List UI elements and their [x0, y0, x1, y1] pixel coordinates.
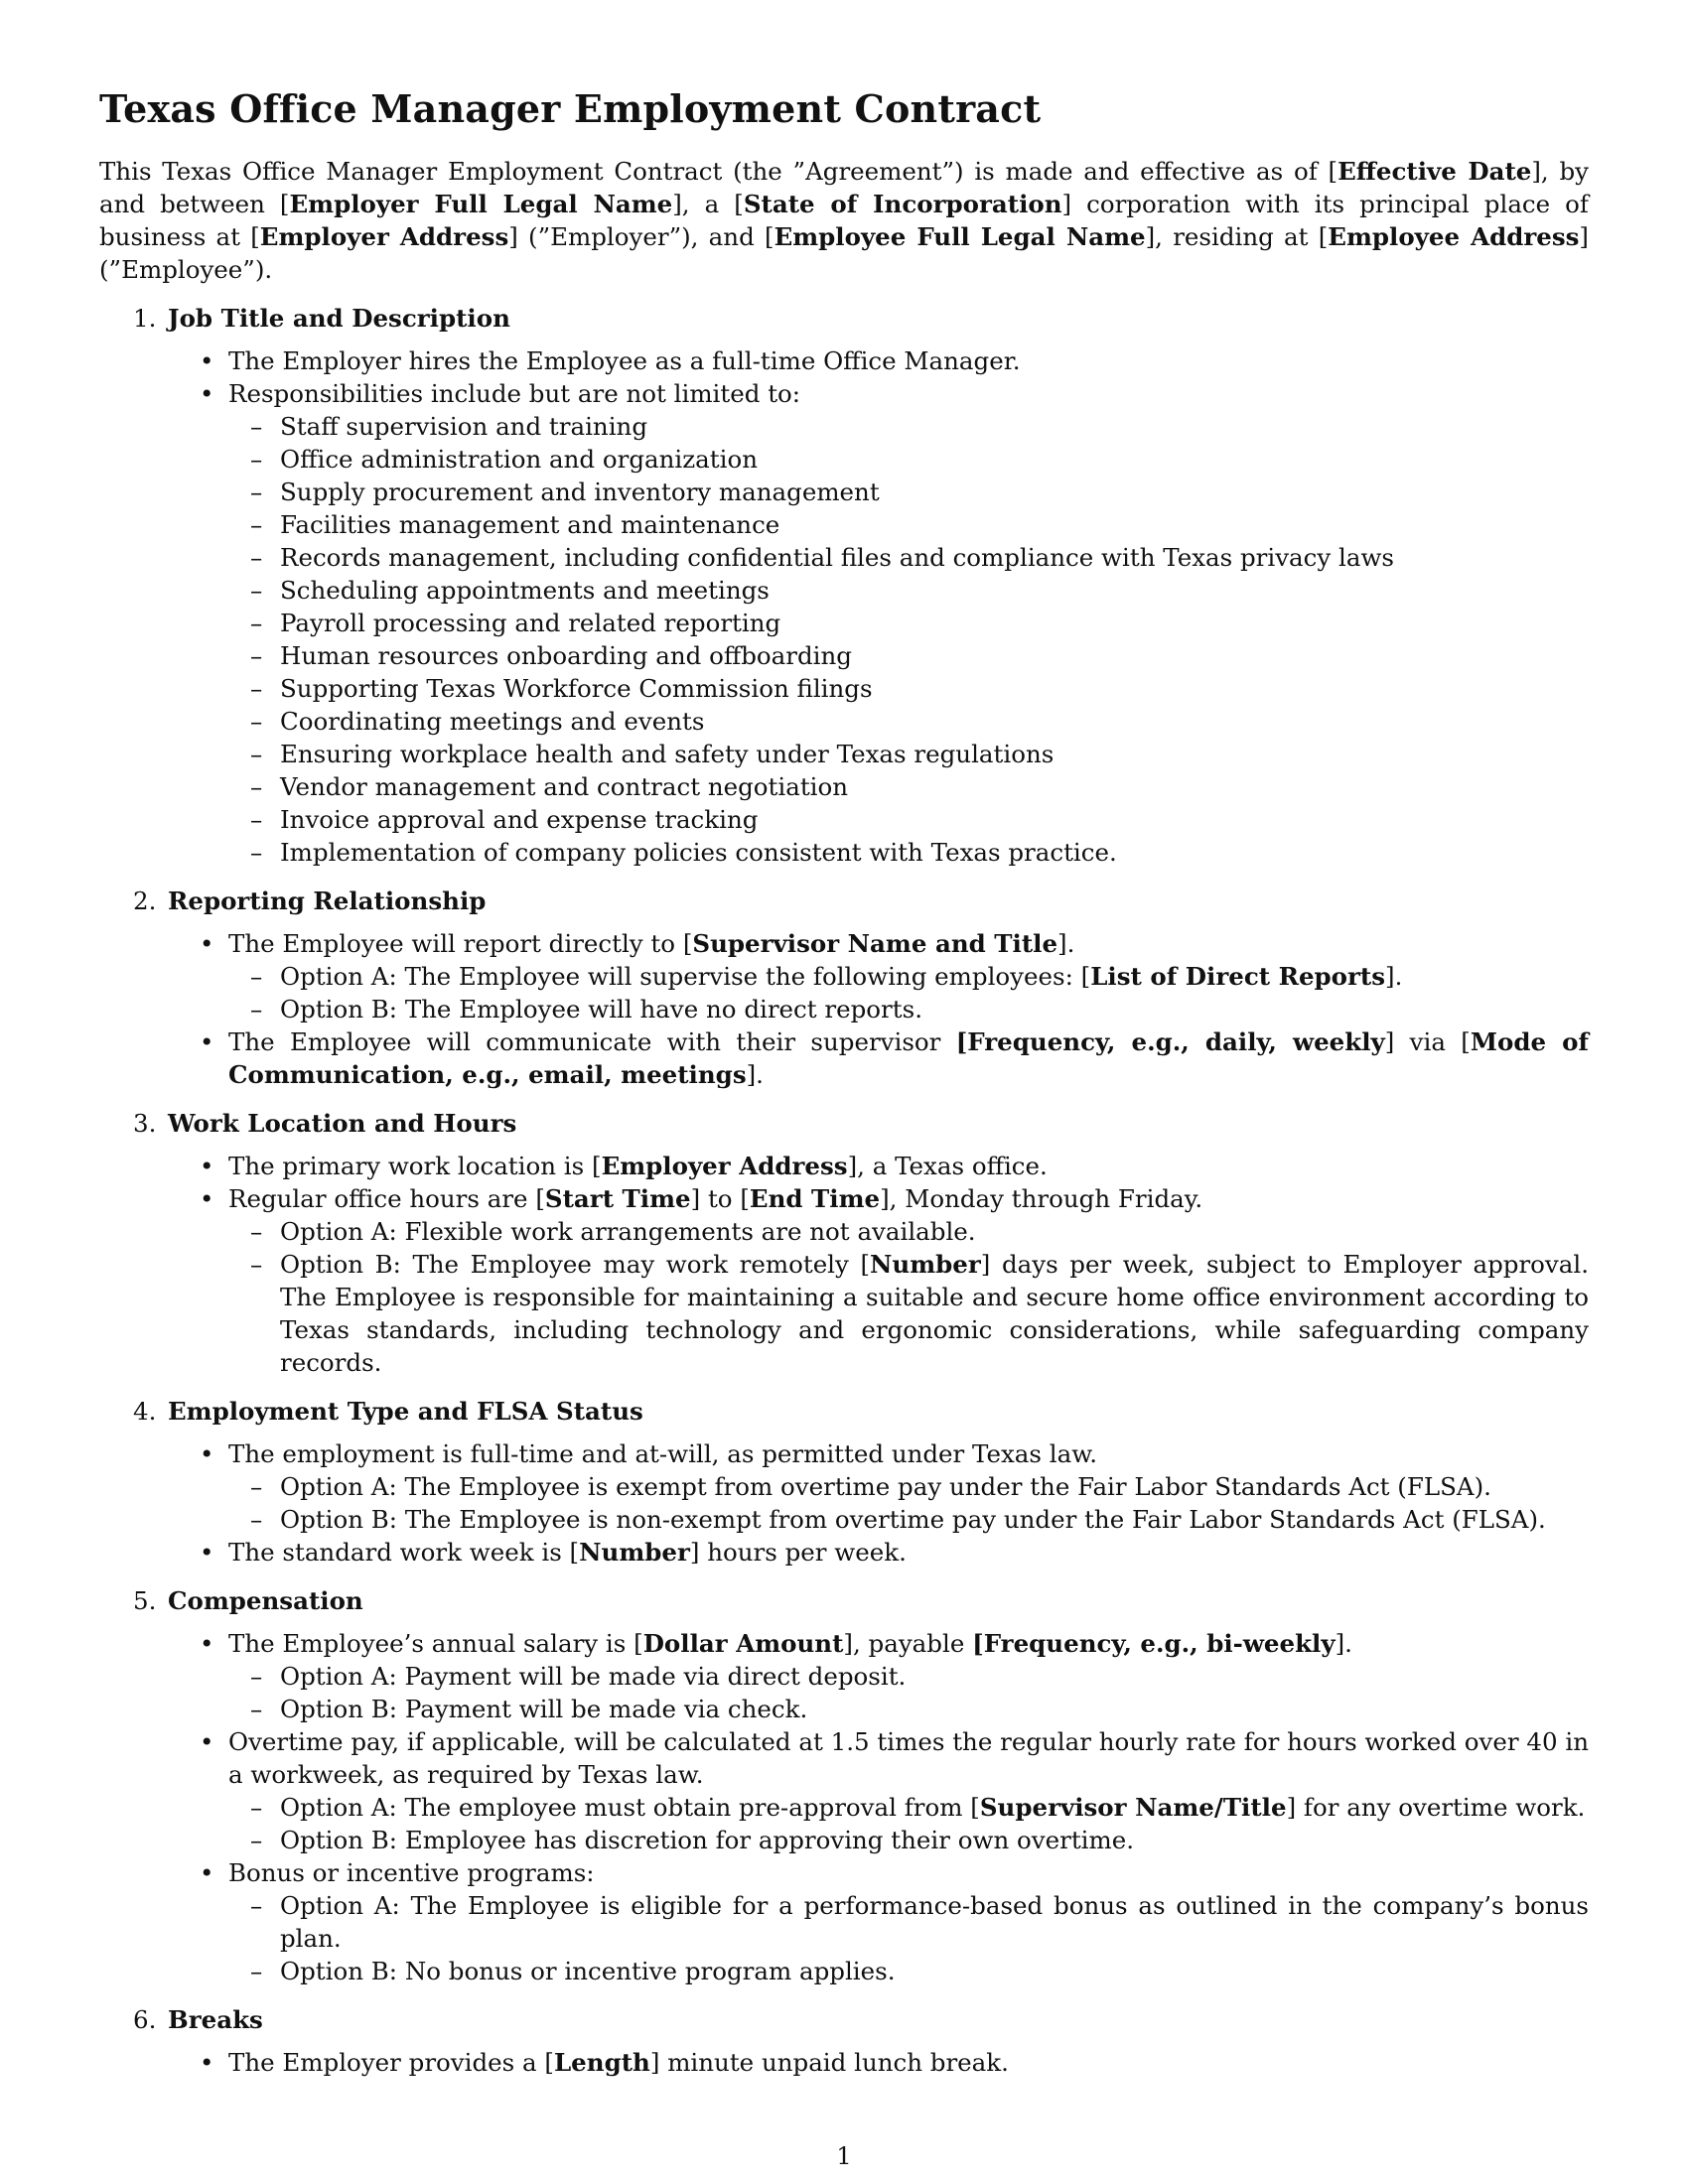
placeholder-employer-name: Employer Full Legal Name [289, 190, 673, 218]
bullet-item [99, 927, 1589, 1025]
page-number: 1 [836, 2142, 852, 2170]
option-text: Option B: The Employee may work remotely [ [280, 1250, 871, 1279]
option-list [228, 1889, 1589, 1987]
placeholder-frequency: [Frequency, e.g., daily, weekly [955, 1027, 1385, 1056]
responsibility-text: Invoice approval and expense tracking [280, 805, 759, 834]
bullet-item [99, 1182, 1589, 1379]
section-employment-type [99, 1395, 1589, 1569]
responsibility-item [99, 508, 1589, 541]
placeholder-employer-address: Employer Address [259, 222, 509, 251]
section-title: Reporting Relationship [168, 887, 487, 915]
option-text: Option A: Flexible work arrangements are not available. [280, 1217, 976, 1246]
section-heading [99, 1584, 1589, 1617]
option-text: ]. [1385, 962, 1403, 991]
option-item [99, 1889, 1589, 1955]
option-text: Option B: No bonus or incentive program applies. [280, 1957, 896, 1985]
bullet-glyph: • [200, 1439, 214, 1468]
responsibility-list [228, 410, 1589, 869]
bullet-glyph: • [200, 1152, 214, 1180]
section-reporting [99, 885, 1589, 1091]
option-item [99, 1470, 1589, 1503]
placeholder-start-time: Start Time [544, 1184, 691, 1213]
option-text: Option A: The Employee is exempt from overtime pay under the Fair Labor Standards Act (FLSA). [280, 1472, 1491, 1501]
document-title: Texas Office Manager Employment Contract [99, 86, 1042, 131]
responsibility-text: Coordinating meetings and events [280, 707, 705, 736]
section-title: Job Title and Description [168, 304, 510, 333]
responsibility-text: Staff supervision and training [280, 412, 648, 441]
section-number: 5. [133, 1586, 157, 1615]
responsibility-text: Office administration and organization [280, 445, 758, 474]
responsibility-item [99, 738, 1589, 770]
section-compensation [99, 1584, 1589, 1987]
bullet-text: ]. [1057, 929, 1075, 958]
dash-glyph: – [250, 1662, 263, 1691]
responsibility-text: Payroll processing and related reporting [280, 609, 781, 637]
responsibility-item [99, 705, 1589, 738]
dash-glyph: – [250, 740, 263, 768]
option-list [228, 960, 1589, 1025]
option-item [99, 1693, 1589, 1725]
responsibility-text: Supply procurement and inventory management [280, 478, 880, 506]
bullet-text: ], a Texas office. [847, 1152, 1048, 1180]
bullet-list [99, 1437, 1589, 1569]
option-item [99, 1791, 1589, 1824]
responsibility-item [99, 410, 1589, 443]
bullet-glyph: • [200, 379, 214, 408]
responsibility-text: Vendor management and contract negotiation [280, 772, 849, 801]
dash-glyph: – [250, 576, 263, 605]
responsibility-item [99, 803, 1589, 836]
option-text: Option B: Employee has discretion for approving their own overtime. [280, 1826, 1135, 1854]
responsibility-text: Human resources onboarding and offboarding [280, 641, 852, 670]
dash-glyph: – [250, 445, 263, 474]
bullet-text: The Employee will communicate with their supervisor [228, 1027, 956, 1056]
responsibility-text: Records management, including confidential files and compliance with Texas privacy laws [280, 543, 1394, 572]
dash-glyph: – [250, 995, 263, 1024]
responsibility-text: Implementation of company policies consistent with Texas practice. [280, 838, 1117, 867]
section-heading [99, 885, 1589, 917]
bullet-text: ], Monday through Friday. [880, 1184, 1203, 1213]
option-text: Option B: Payment will be made via check. [280, 1695, 808, 1723]
bullet-item [99, 1150, 1589, 1182]
responsibility-text: Facilities management and maintenance [280, 510, 780, 539]
section-number: 1. [133, 304, 157, 333]
placeholder-end-time: End Time [749, 1184, 881, 1213]
section-number: 6. [133, 2005, 157, 2034]
bullet-item [99, 1536, 1589, 1569]
bullet-text: ] minute unpaid lunch break. [649, 2048, 1009, 2077]
placeholder-direct-reports: List of Direct Reports [1090, 962, 1386, 991]
dash-glyph: – [250, 543, 263, 572]
bullet-glyph: • [200, 1184, 214, 1213]
bullet-glyph: • [200, 929, 214, 958]
section-number: 2. [133, 887, 157, 915]
option-item [99, 1215, 1589, 1248]
bullet-text: The Employee’s annual salary is [ [228, 1629, 643, 1658]
section-heading [99, 1395, 1589, 1428]
option-list [228, 1791, 1589, 1856]
intro-text: ] corporation with its principal place of business at [ [99, 190, 1589, 251]
section-list [99, 302, 1589, 2079]
placeholder-supervisor: Supervisor Name and Title [692, 929, 1058, 958]
option-text: Option A: The Employee will supervise the following employees: [ [280, 962, 1091, 991]
bullet-text: ] via [ [1384, 1027, 1471, 1056]
responsibility-item [99, 836, 1589, 869]
dash-glyph: – [250, 478, 263, 506]
placeholder-number: Number [870, 1250, 981, 1279]
dash-glyph: – [250, 962, 263, 991]
option-item [99, 993, 1589, 1025]
responsibility-item [99, 443, 1589, 476]
section-heading [99, 2003, 1589, 2036]
option-list [228, 1215, 1589, 1379]
bullet-item [99, 377, 1589, 869]
dash-glyph: – [250, 1695, 263, 1723]
dash-glyph: – [250, 609, 263, 637]
section-heading [99, 1107, 1589, 1140]
intro-paragraph [99, 155, 1589, 286]
section-heading [99, 302, 1589, 335]
placeholder-employer-address: Employer Address [601, 1152, 848, 1180]
placeholder-dollar-amount: Dollar Amount [642, 1629, 844, 1658]
intro-text: ] (”Employer”), and [ [508, 222, 774, 251]
option-text: Option B: The Employee will have no direct reports. [280, 995, 922, 1024]
placeholder-mode-of-communication: Mode of Communication, e.g., email, meetings [228, 1027, 1589, 1089]
section-breaks [99, 2003, 1589, 2079]
section-title: Compensation [168, 1586, 363, 1615]
bullet-text: The Employer hires the Employee as a full-time Office Manager. [228, 346, 1021, 375]
dash-glyph: – [250, 805, 263, 834]
section-title: Work Location and Hours [168, 1109, 517, 1138]
bullet-glyph: • [200, 1858, 214, 1887]
option-text: Option A: The Employee is eligible for a performance-based bonus as outlined in the company’s bonus plan. [280, 1891, 1589, 1953]
dash-glyph: – [250, 1891, 263, 1920]
intro-text: ], residing at [ [1145, 222, 1329, 251]
intro-text: This Texas Office Manager Employment Contract (the ”Agreement”) is made and effective as of [ [99, 157, 1338, 186]
bullet-text: The standard work week is [ [228, 1538, 580, 1567]
intro-text: ], by and between [ [99, 157, 1589, 218]
option-list [228, 1470, 1589, 1536]
dash-glyph: – [250, 707, 263, 736]
placeholder-employee-name: Employee Full Legal Name [774, 222, 1146, 251]
bullet-glyph: • [200, 2048, 214, 2077]
intro-text: ] (”Employee”). [99, 222, 1589, 284]
bullet-item [99, 344, 1589, 377]
bullet-text: The primary work location is [ [228, 1152, 602, 1180]
option-item [99, 1248, 1589, 1379]
dash-glyph: – [250, 641, 263, 670]
bullet-list [99, 927, 1589, 1091]
bullet-item [99, 1725, 1589, 1856]
placeholder-pay-frequency: [Frequency, e.g., bi-weekly [972, 1629, 1336, 1658]
section-job-title [99, 302, 1589, 869]
section-title: Employment Type and FLSA Status [168, 1397, 643, 1426]
bullet-text: The Employee will report directly to [ [228, 929, 693, 958]
option-item [99, 1660, 1589, 1693]
bullet-text: ], payable [843, 1629, 973, 1658]
responsibility-item [99, 476, 1589, 508]
option-text: Option A: The employee must obtain pre-approval from [ [280, 1793, 980, 1822]
option-text: Option A: Payment will be made via direct deposit. [280, 1662, 907, 1691]
bullet-text: ]. [746, 1060, 764, 1089]
bullet-item [99, 1025, 1589, 1091]
placeholder-effective-date: Effective Date [1337, 157, 1532, 186]
dash-glyph: – [250, 1957, 263, 1985]
dash-glyph: – [250, 510, 263, 539]
dash-glyph: – [250, 772, 263, 801]
option-text: ] days per week, subject to Employer approval. The Employee is responsible for maintaining a suitable and secure home office environment according to Texas standards, including technology and ergonomic considerations, while safeguarding company records. [280, 1250, 1590, 1377]
dash-glyph: – [250, 1826, 263, 1854]
bullet-text: ]. [1335, 1629, 1352, 1658]
bullet-item [99, 2046, 1589, 2079]
bullet-glyph: • [200, 1629, 214, 1658]
bullet-glyph: • [200, 1027, 214, 1056]
dash-glyph: – [250, 1793, 263, 1822]
dash-glyph: – [250, 1217, 263, 1246]
bullet-list [99, 1150, 1589, 1379]
section-number: 3. [133, 1109, 157, 1138]
option-item [99, 1955, 1589, 1987]
section-work-location [99, 1107, 1589, 1379]
bullet-text: Overtime pay, if applicable, will be calculated at 1.5 times the regular hourly rate for hours worked over 40 in a workweek, as required by Texas law. [228, 1727, 1589, 1789]
bullet-text: ] to [ [690, 1184, 750, 1213]
option-text: Option B: The Employee is non-exempt from overtime pay under the Fair Labor Standards Act (FLSA). [280, 1505, 1546, 1534]
responsibility-item [99, 672, 1589, 705]
bullet-glyph: • [200, 1727, 214, 1756]
dash-glyph: – [250, 1505, 263, 1534]
bullet-list [99, 1627, 1589, 1987]
responsibility-item [99, 639, 1589, 672]
responsibility-item [99, 574, 1589, 607]
dash-glyph: – [250, 838, 263, 867]
responsibility-text: Ensuring workplace health and safety under Texas regulations [280, 740, 1055, 768]
placeholder-supervisor-title: Supervisor Name/Title [979, 1793, 1287, 1822]
section-title: Breaks [168, 2005, 263, 2034]
responsibility-text: Scheduling appointments and meetings [280, 576, 770, 605]
placeholder-employee-address: Employee Address [1328, 222, 1580, 251]
contract-page [99, 85, 1589, 2095]
dash-glyph: – [250, 1472, 263, 1501]
responsibility-item [99, 607, 1589, 639]
bullet-text: Responsibilities include but are not limited to: [228, 379, 801, 408]
option-text: ] for any overtime work. [1286, 1793, 1586, 1822]
bullet-text: The employment is full-time and at-will, as permitted under Texas law. [228, 1439, 1098, 1468]
section-number: 4. [133, 1397, 157, 1426]
bullet-text: Regular office hours are [ [228, 1184, 545, 1213]
bullet-item [99, 1856, 1589, 1987]
option-item [99, 1503, 1589, 1536]
dash-glyph: – [250, 1250, 263, 1279]
bullet-item [99, 1627, 1589, 1725]
dash-glyph: – [250, 674, 263, 703]
bullet-text: The Employer provides a [ [228, 2048, 554, 2077]
placeholder-state: State of Incorporation [743, 190, 1062, 218]
bullet-item [99, 1437, 1589, 1536]
bullet-list [99, 344, 1589, 869]
intro-text: ], a [ [672, 190, 744, 218]
option-item [99, 1824, 1589, 1856]
responsibility-text: Supporting Texas Workforce Commission filings [280, 674, 873, 703]
responsibility-item [99, 541, 1589, 574]
placeholder-number: Number [579, 1538, 690, 1567]
responsibility-item [99, 770, 1589, 803]
option-list [228, 1660, 1589, 1725]
placeholder-length: Length [553, 2048, 650, 2077]
bullet-glyph: • [200, 346, 214, 375]
bullet-text: ] hours per week. [689, 1538, 907, 1567]
bullet-text: Bonus or incentive programs: [228, 1858, 595, 1887]
dash-glyph: – [250, 412, 263, 441]
option-item [99, 960, 1589, 993]
bullet-glyph: • [200, 1538, 214, 1567]
bullet-list [99, 2046, 1589, 2079]
